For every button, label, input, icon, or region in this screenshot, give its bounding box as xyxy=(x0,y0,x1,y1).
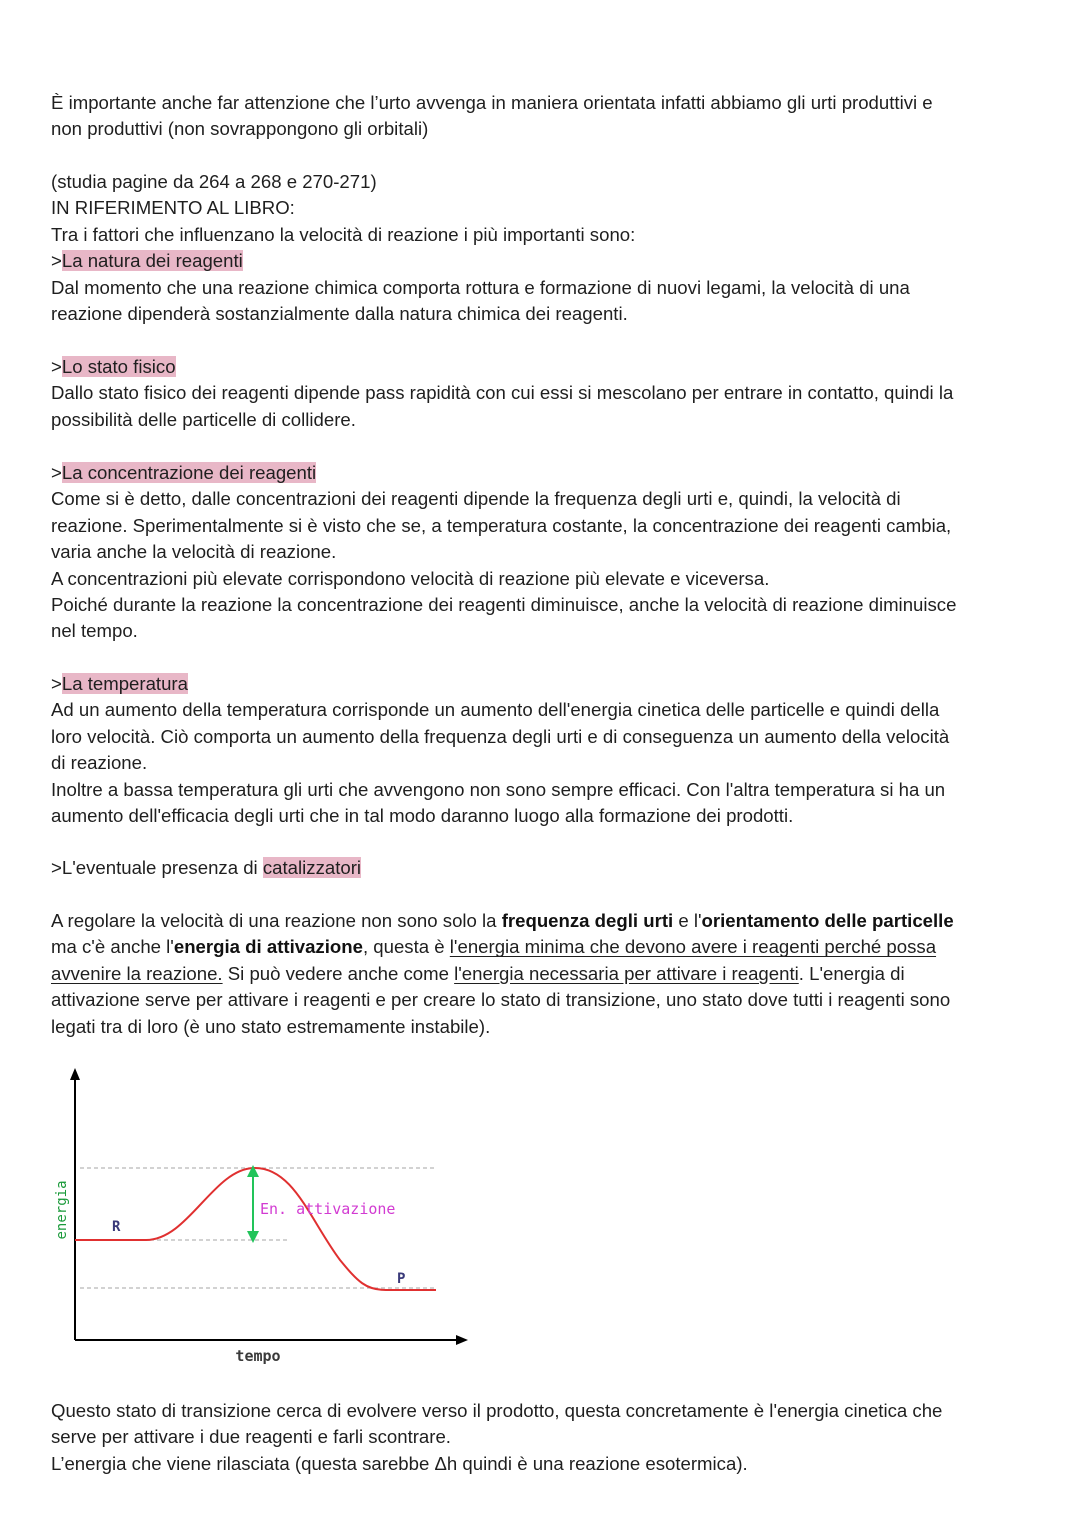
activation-line xyxy=(51,934,1036,960)
factors-lead: Tra i fattori che influenzano la velocità di reazione i più importanti sono: xyxy=(51,223,636,245)
underlined-run: avvenire la reazione. xyxy=(51,962,223,984)
factor-catalysts xyxy=(51,855,1036,881)
activation-energy-label: En. attivazione xyxy=(260,1200,396,1218)
intro-line: non produttivi (non sovrappongono gli orbitali) xyxy=(51,118,429,140)
factor-title-highlight: La natura dei reagenti xyxy=(61,250,243,272)
activation-line xyxy=(51,908,1036,934)
factor-body-line: varia anche la velocità di reazione. xyxy=(51,541,337,563)
factor-body-line: possibilità delle particelle di collidere. xyxy=(51,408,356,430)
factor-title-highlight: catalizzatori xyxy=(262,857,362,878)
factor-body-line: aumento dell'efficacia degli urti che in tal modo daranno luogo alla formazione dei prodotti. xyxy=(51,805,794,827)
bold-run: energia di attivazione xyxy=(173,936,363,958)
factor-heading-concentration xyxy=(51,460,1036,486)
factor-heading-catalysts xyxy=(51,855,1036,881)
factor-body-line: reazione dipenderà sostanzialmente dalla natura chimica dei reagenti. xyxy=(51,303,628,325)
factor-prefix: > xyxy=(51,673,62,694)
closing-paragraph xyxy=(51,1398,1036,1477)
factor-prefix: >L'eventuale presenza di xyxy=(51,857,263,878)
factor-body-line: Dallo stato fisico dei reagenti dipende pass rapidità con cui essi si mescolano per entrare in contatto, quindi la xyxy=(51,382,954,404)
text-run: . L'energia di xyxy=(798,962,905,984)
energy-diagram xyxy=(48,1060,488,1370)
factor-body-line: Ad un aumento della temperatura corrisponde un aumento dell'energia cinetica delle particelle e quindi della xyxy=(51,699,940,721)
intro-paragraph xyxy=(51,90,1036,143)
activation-energy-arrow xyxy=(247,1165,259,1243)
underlined-run: l'energia minima che devono avere i reagenti perché possa xyxy=(449,936,937,958)
factor-physical-state xyxy=(51,354,1036,433)
factor-temperature xyxy=(51,671,1036,829)
factor-prefix: > xyxy=(51,356,62,377)
factor-body-line: di reazione. xyxy=(51,752,148,774)
factor-title-highlight: La temperatura xyxy=(61,673,188,694)
factor-body-line: A concentrazioni più elevate corrispondono velocità di reazione più elevate e viceversa. xyxy=(51,567,770,589)
intro-line: È importante anche far attenzione che l’urto avvenga in maniera orientata infatti abbiamo gli urti produttivi e xyxy=(51,92,933,113)
closing-line: serve per attivare i due reagenti e farli scontrare. xyxy=(51,1426,451,1448)
factor-heading-state xyxy=(51,354,1036,380)
energy-curve xyxy=(75,1168,436,1290)
factor-body-line: Poiché durante la reazione la concentrazione dei reagenti diminuisce, anche la velocità di reazione diminuisce xyxy=(51,594,957,616)
factor-body-line: Come si è detto, dalle concentrazioni dei reagenti dipende la frequenza degli urti e, quindi, la velocità di xyxy=(51,488,901,510)
y-axis-arrowhead xyxy=(70,1068,80,1080)
text-run: Si può vedere anche come xyxy=(222,962,455,984)
factor-body-line: loro velocità. Ciò comporta un aumento della frequenza degli urti e di conseguenza un aumento della velocità xyxy=(51,725,950,747)
y-axis-label: energia xyxy=(54,1180,70,1240)
product-label: P xyxy=(397,1271,406,1287)
factor-body-line: Dal momento che una reazione chimica comporta rottura e formazione di nuovi legami, la velocità di una xyxy=(51,276,910,298)
reactant-label: R xyxy=(112,1219,121,1235)
activation-line xyxy=(51,961,1036,987)
x-axis-arrowhead xyxy=(456,1335,468,1345)
activation-energy-paragraph xyxy=(51,908,1036,1040)
closing-line: Questo stato di transizione cerca di evolvere verso il prodotto, questa concretamente è l'energia cinetica che xyxy=(51,1400,943,1421)
text-run: ma c'è anche l' xyxy=(51,936,174,958)
study-paragraph xyxy=(51,169,1036,327)
closing-line: L’energia che viene rilasciata (questa sarebbe Δh quindi è una reazione esotermica). xyxy=(51,1452,748,1474)
factor-title-highlight: La concentrazione dei reagenti xyxy=(61,462,317,483)
factor-heading-nature xyxy=(51,248,1036,274)
factor-prefix: > xyxy=(51,250,62,272)
factor-body-line: reazione. Sperimentalmente si è visto che se, a temperatura costante, la concentrazione dei reagenti cambia, xyxy=(51,514,952,536)
factor-body-line: Inoltre a bassa temperatura gli urti che avvengono non sono sempre efficaci. Con l'altra temperatura si ha un xyxy=(51,778,946,800)
factor-title-highlight: Lo stato fisico xyxy=(61,356,176,377)
factor-prefix: > xyxy=(51,462,62,483)
activation-line: attivazione serve per attivare i reagenti e per creare lo stato di transizione, uno stato dove tutti i reagenti sono xyxy=(51,989,951,1011)
bold-run: frequenza degli urti xyxy=(501,910,674,931)
x-axis-label: tempo xyxy=(235,1347,281,1365)
underlined-run: l'energia necessaria per attivare i reagenti xyxy=(454,962,799,984)
study-pages-note: (studia pagine da 264 a 268 e 270-271) xyxy=(51,171,377,192)
activation-line: legati tra di loro (è uno stato estremamente instabile). xyxy=(51,1015,491,1037)
text-run: e l' xyxy=(673,910,702,931)
factor-concentration xyxy=(51,460,1036,645)
text-run: , questa è xyxy=(362,936,450,958)
text-run: A regolare la velocità di una reazione non sono solo la xyxy=(51,910,502,931)
book-reference-heading: IN RIFERIMENTO AL LIBRO: xyxy=(51,197,295,219)
bold-run: orientamento delle particelle xyxy=(701,910,954,931)
factor-heading-temperature xyxy=(51,671,1036,697)
factor-body-line: nel tempo. xyxy=(51,620,138,642)
